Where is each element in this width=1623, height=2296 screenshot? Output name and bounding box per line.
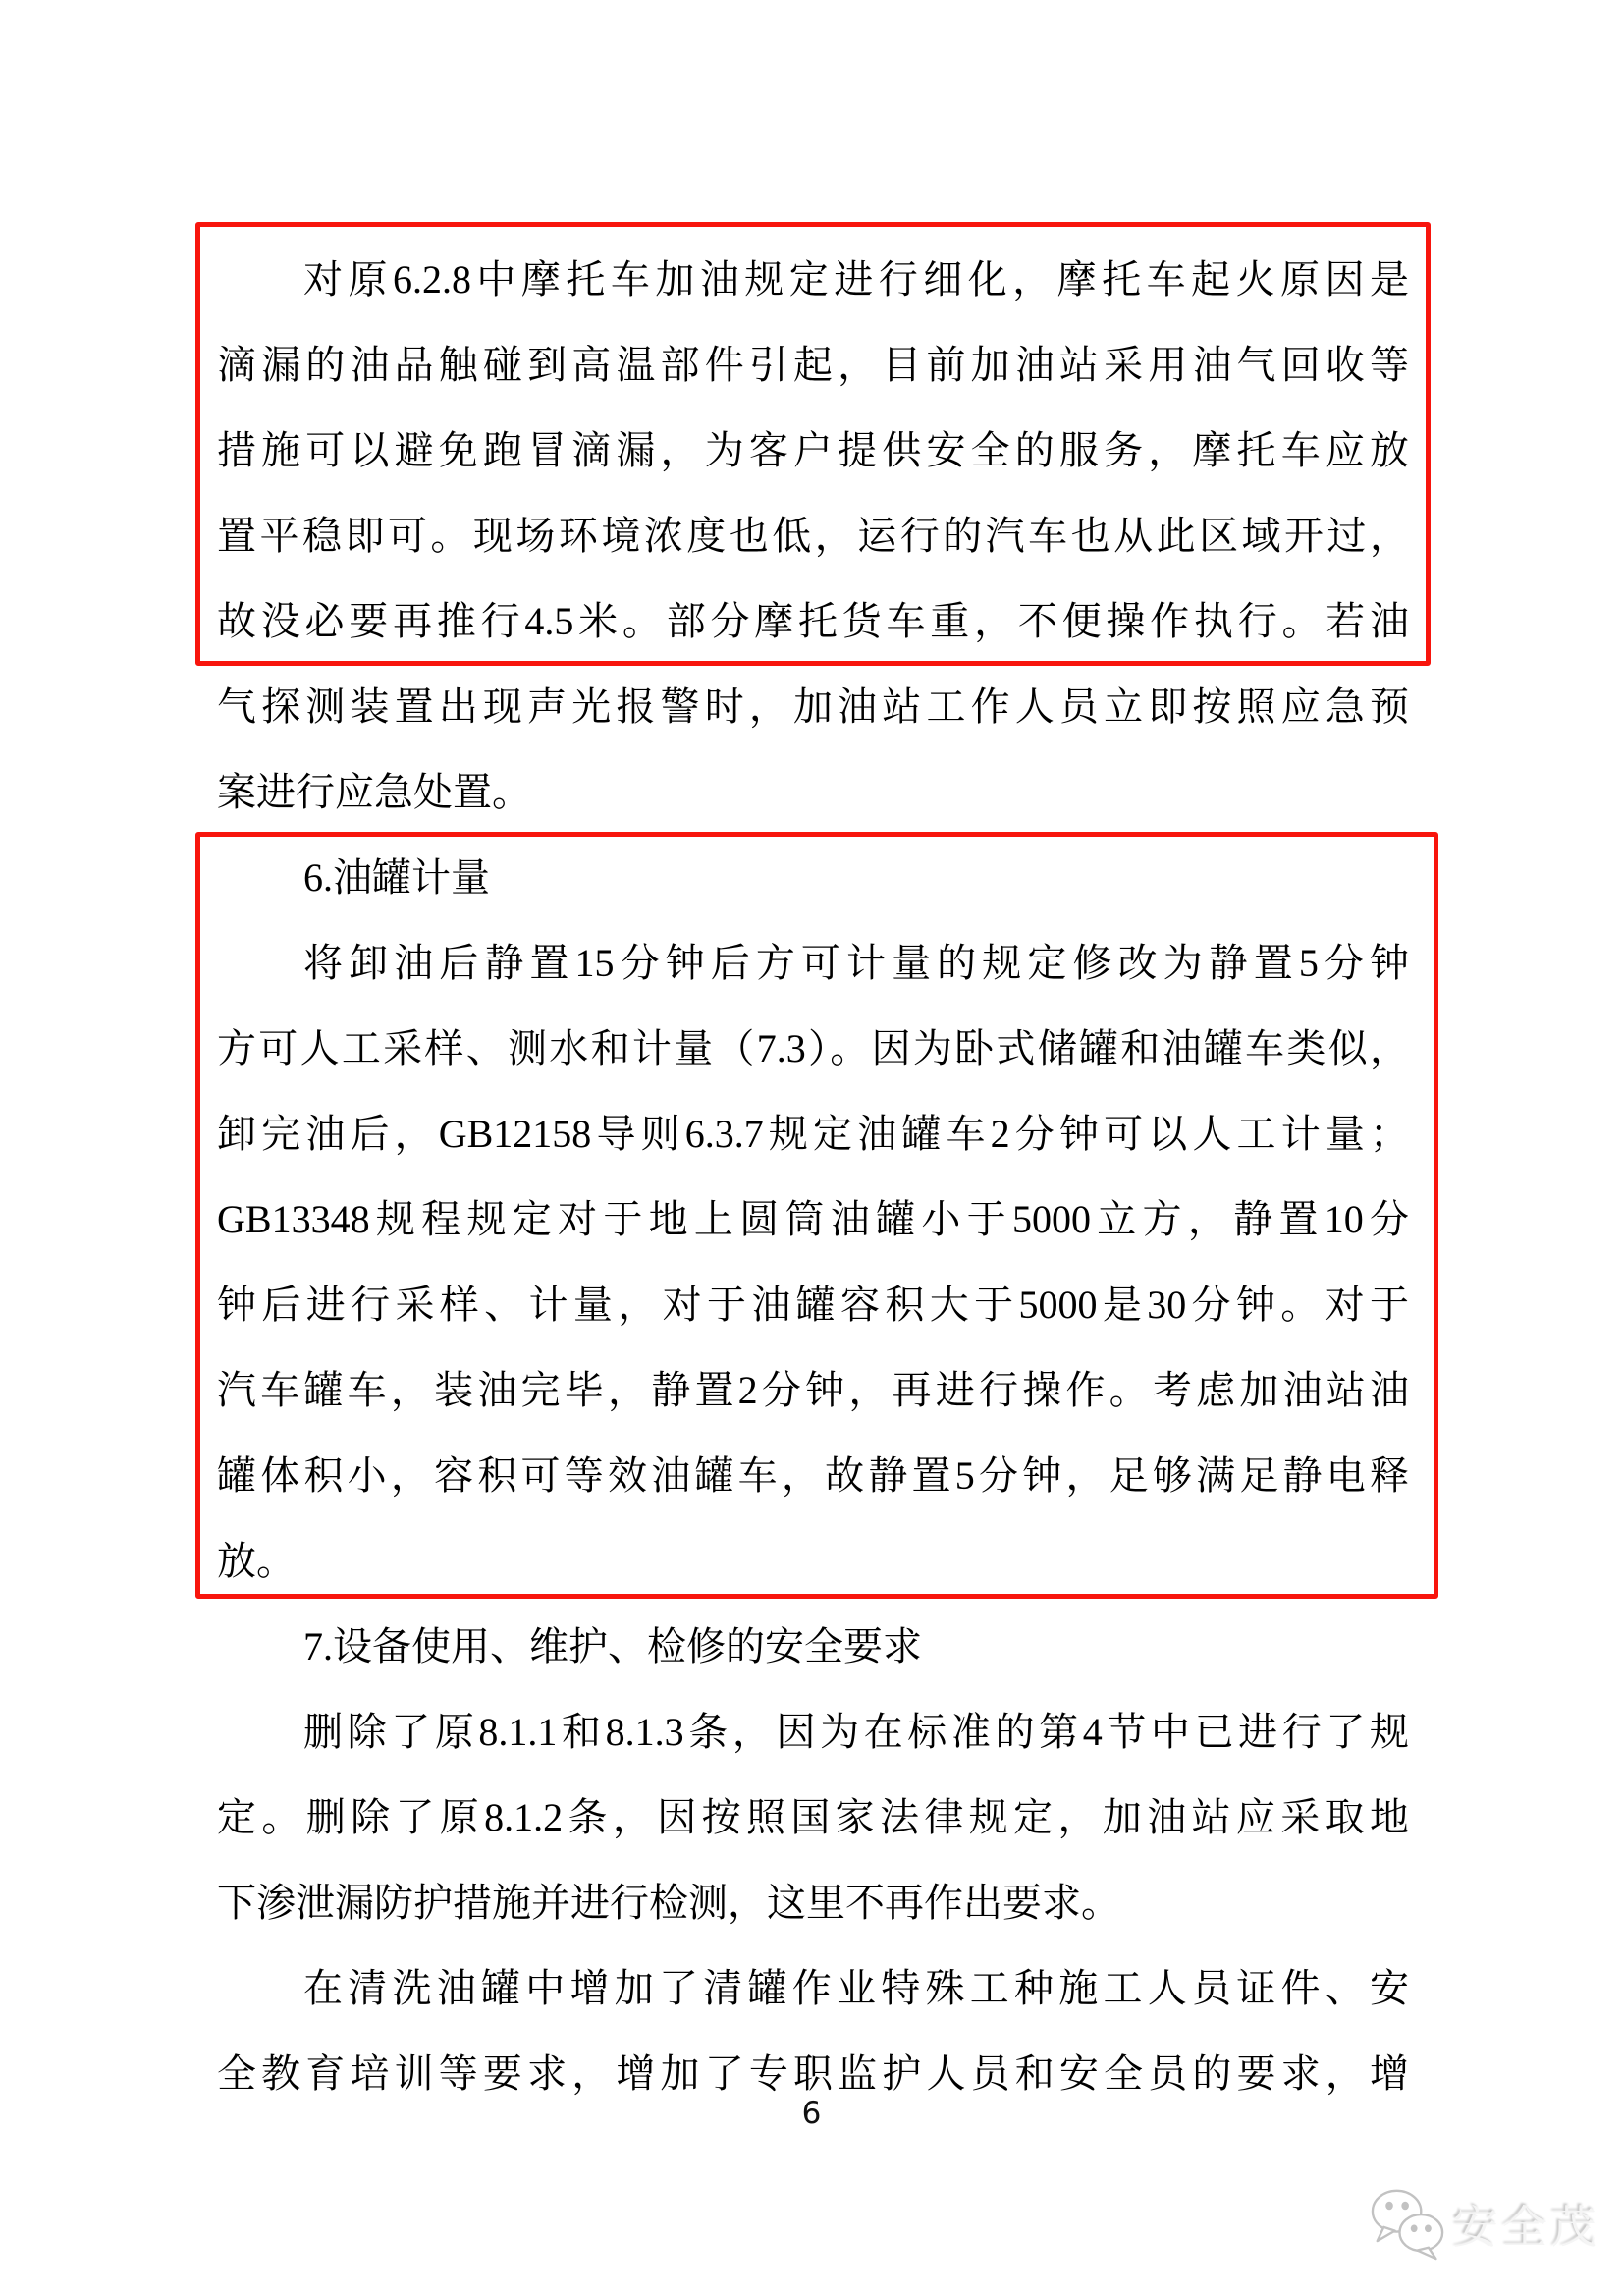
text-line: 6.油罐计量 (303, 855, 490, 900)
text-line: 下渗泄漏防护措施并进行检测，这里不再作出要求。 (217, 1881, 1120, 1925)
text-line: 删除了原8.1.1和8.1.3条，因为在标准的第4节中已进行了规 (303, 1710, 1409, 1754)
document-body (217, 237, 1409, 2116)
text-line: 放。 (217, 1539, 296, 1583)
text-line: 在清洗油罐中增加了清罐作业特殊工种施工人员证件、安 (303, 1966, 1409, 2010)
text-line: 罐体积小，容积可等效油罐车，故静置5分钟，足够满足静电释 (217, 1453, 1409, 1498)
text-line: 案进行应急处置。 (217, 770, 531, 814)
text-line: 对原6.2.8中摩托车加油规定进行细化，摩托车起火原因是 (303, 257, 1409, 301)
text-line: 措施可以避免跑冒滴漏，为客户提供安全的服务，摩托车应放 (217, 428, 1409, 472)
text-line: 定。删除了原8.1.2条，因按照国家法律规定，加油站应采取地 (217, 1795, 1409, 1839)
text-line: 故没必要再推行4.5米。部分摩托货车重，不便操作执行。若油 (217, 599, 1409, 643)
text-line: 全教育培训等要求，增加了专职监护人员和安全员的要求，增 (217, 2051, 1409, 2096)
text-line: 7.设备使用、维护、检修的安全要求 (303, 1624, 922, 1668)
text-line: GB13348规程规定对于地上圆筒油罐小于5000立方，静置10分 (217, 1197, 1409, 1241)
watermark-label: 安全茂 (1453, 2203, 1600, 2253)
text-line: 卸完油后，GB12158导则6.3.7规定油罐车2分钟可以人工计量； (217, 1112, 1409, 1156)
text-line: 置平稳即可。现场环境浓度也低，运行的汽车也从此区域开过， (217, 514, 1409, 558)
watermark (1369, 2188, 1600, 2261)
text-line: 将卸油后静置15分钟后方可计量的规定修改为静置5分钟 (303, 941, 1409, 985)
text-line: 钟后进行采样、计量，对于油罐容积大于5000是30分钟。对于 (217, 1283, 1409, 1327)
text-line: 滴漏的油品触碰到高温部件引起，目前加油站采用油气回收等 (217, 343, 1409, 387)
page-number: 6 (801, 2096, 822, 2131)
text-line: 方可人工采样、测水和计量（7.3）。因为卧式储罐和油罐车类似， (217, 1026, 1409, 1070)
wechat-chat-bubbles-icon (1369, 2188, 1447, 2261)
text-line: 气探测装置出现声光报警时，加油站工作人员立即按照应急预 (217, 684, 1409, 729)
text-line: 汽车罐车，装油完毕，静置2分钟，再进行操作。考虑加油站油 (217, 1368, 1409, 1412)
